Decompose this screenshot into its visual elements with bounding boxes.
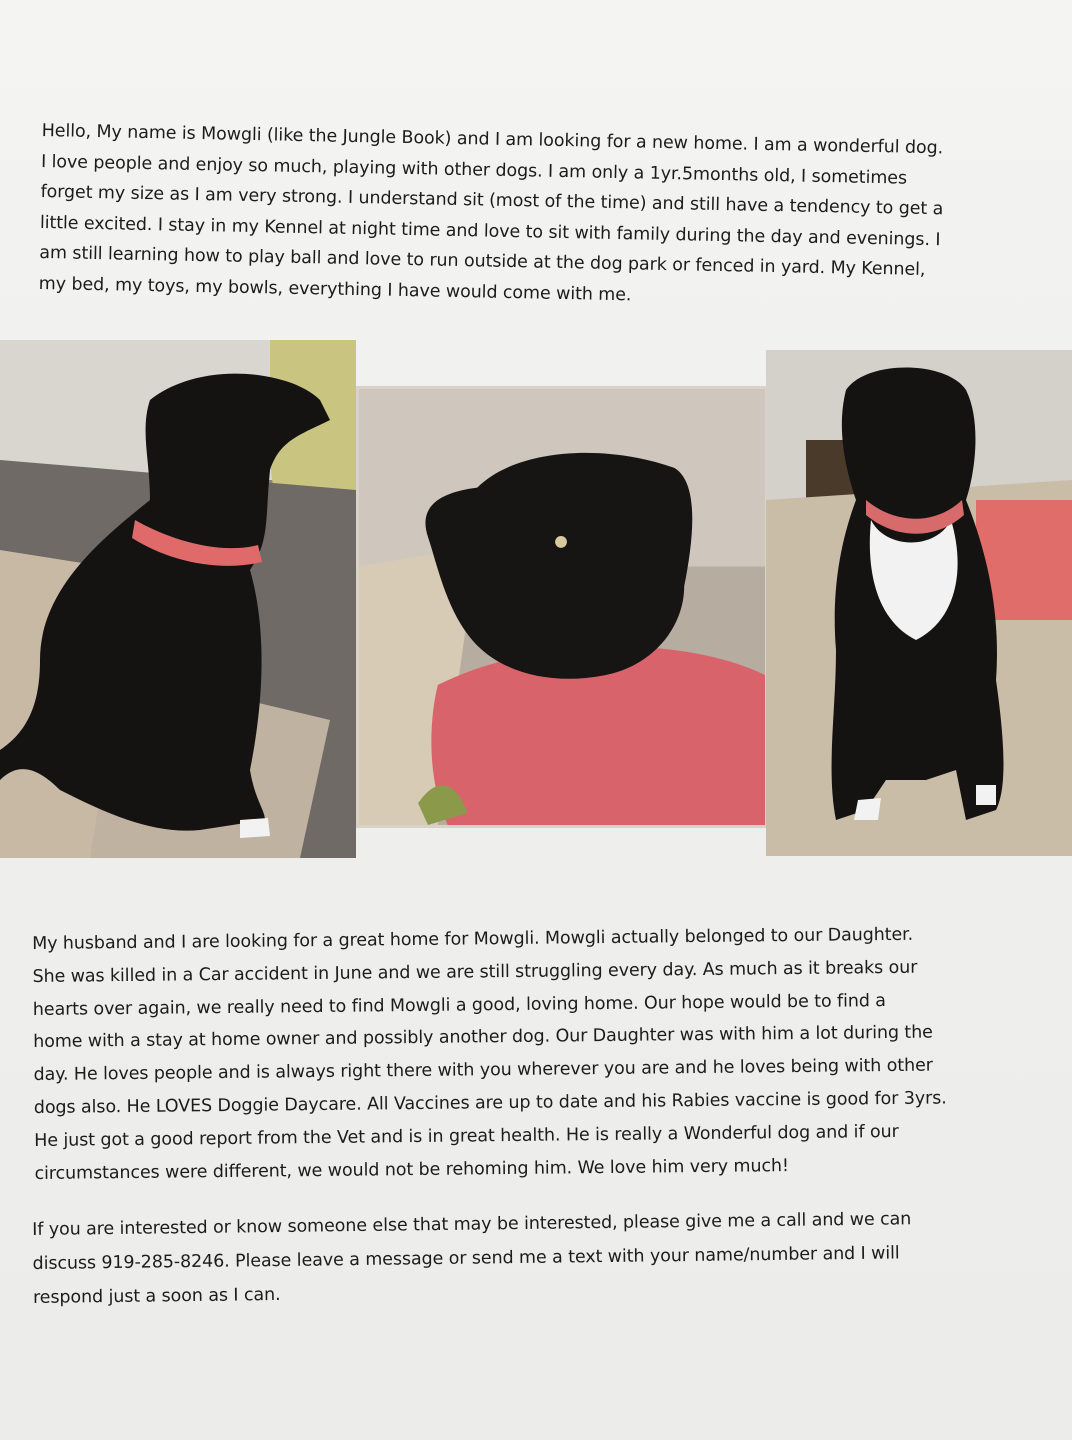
story-line: circumstances were different, we would not be rehoming him. We love him very much!: [34, 1155, 789, 1184]
dog-photo-center: [356, 386, 768, 828]
intro-line: forget my size as I am very strong. I understand sit (most of the time) and still have a tendency to get a: [40, 181, 944, 220]
contact-line: respond just a soon as I can.: [32, 1284, 281, 1308]
contact-paragraph: [32, 1201, 1033, 1315]
intro-line: am still learning how to play ball and love to run outside at the dog park or fenced in yard. My Kennel,: [39, 242, 926, 280]
story-line: She was killed in a Car accident in June and we are still struggling every day. As much as it breaks our: [32, 957, 918, 987]
story-line: He just got a good report from the Vet and is in great health. He is really a Wonderful dog and if our: [34, 1121, 899, 1151]
dog-photo-right-image: [766, 350, 1072, 856]
story-line: home with a stay at home owner and possibly another dog. Our Daughter was with him a lot during the: [33, 1022, 933, 1053]
story-line: dogs also. He LOVES Doggie Daycare. All Vaccines are up to date and his Rabies vaccine is good for 3yrs.: [33, 1088, 947, 1118]
intro-line: I love people and enjoy so much, playing with other dogs. I am only a 1yr.5months old, I sometimes: [40, 151, 908, 189]
contact-line: If you are interested or know someone else that may be interested, please give me a call and we can: [32, 1209, 912, 1240]
intro-line: little excited. I stay in my Kennel at night time and love to sit with family during the day and evenings. I: [39, 212, 941, 250]
story-line: day. He loves people and is always right there with you wherever you are and he loves being with other: [33, 1055, 933, 1086]
dog-photo-right: [766, 350, 1072, 856]
contact-line: discuss 919-285-8246. Please leave a message or send me a text with your name/number and I will: [32, 1243, 900, 1274]
dog-photo-left-image: [0, 340, 356, 858]
story-paragraph: [32, 918, 1035, 1191]
story-line: hearts over again, we really need to find Mowgli a good, loving home. Our hope would be to find a: [32, 990, 886, 1020]
dog-photo-center-image: [359, 389, 765, 825]
intro-paragraph: [38, 116, 1041, 318]
dog-photo-left: [0, 340, 356, 858]
story-line: My husband and I are looking for a great home for Mowgli. Mowgli actually belonged to our Daughter.: [32, 924, 914, 954]
intro-line: Hello, My name is Mowgli (like the Jungle Book) and I am looking for a new home. I am a wonderful dog.: [41, 120, 944, 159]
intro-line: my bed, my toys, my bowls, everything I have would come with me.: [38, 273, 632, 305]
